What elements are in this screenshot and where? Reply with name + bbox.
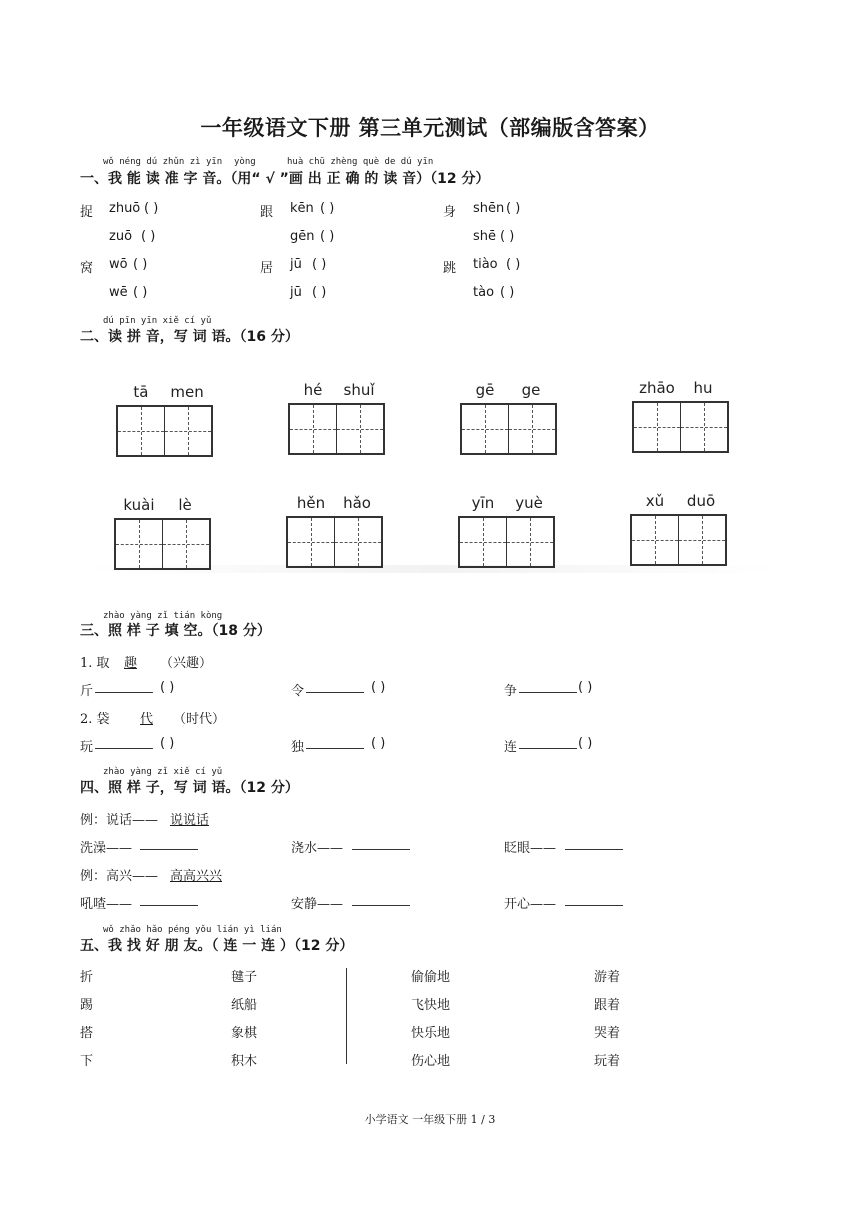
pinyin-option: wō — [109, 257, 128, 272]
match-item-right[interactable]: 毽子 — [231, 970, 258, 985]
match-item-right[interactable]: 积木 — [231, 1054, 258, 1069]
match-item-left[interactable]: 折 — [80, 970, 94, 985]
char-item: 跳 — [443, 261, 457, 276]
example1-label: 1. 取 — [80, 656, 110, 671]
word-pinyin: ge — [521, 381, 541, 399]
word-prompt: 吼喳—— — [80, 897, 133, 912]
word-prompt: 洗澡—— — [80, 841, 133, 856]
tianzige-word — [632, 379, 728, 451]
answer-paren[interactable]: ( ) — [578, 736, 593, 751]
char-item: 令 — [291, 684, 305, 699]
tianzige-box[interactable] — [458, 516, 555, 568]
match-item-right[interactable]: 纸船 — [231, 998, 258, 1013]
match-item-right[interactable]: 跟着 — [594, 998, 621, 1013]
pinyin-option: jū — [290, 257, 302, 272]
answer-paren[interactable]: ( ) — [371, 680, 386, 695]
pinyin-option: kēn — [290, 201, 314, 216]
fill-blank[interactable] — [352, 893, 410, 906]
tianzige-box[interactable] — [288, 403, 385, 455]
char-item: 窝 — [80, 261, 94, 276]
fill-blank[interactable] — [306, 680, 364, 693]
fill-blank[interactable] — [140, 837, 198, 850]
page-title: 一年级语文下册 第三单元测试（部编版含答案） — [200, 116, 660, 140]
tianzige-word — [116, 383, 212, 455]
tianzige-word — [460, 381, 556, 453]
tianzige-box[interactable] — [286, 516, 383, 568]
word-pinyin: duō — [686, 492, 716, 510]
example1-prefix: 例：说话—— — [80, 813, 159, 828]
example2-hint: （时代） — [173, 712, 226, 727]
fill-blank[interactable] — [95, 680, 153, 693]
word-pinyin: hǎo — [343, 494, 371, 512]
match-item-right[interactable]: 象棋 — [231, 1026, 258, 1041]
word-prompt: 安静—— — [291, 897, 344, 912]
pinyin-option: tào — [473, 285, 495, 300]
word-pinyin: tā — [133, 383, 149, 401]
tianzige-box[interactable] — [632, 401, 729, 453]
pinyin-option: gēn — [290, 229, 315, 244]
match-item-left[interactable]: 偷偷地 — [411, 970, 451, 985]
example2-prefix: 例：高兴—— — [80, 869, 159, 884]
example1-fill: 趣 — [124, 656, 138, 671]
answer-paren[interactable]: ( ) — [506, 257, 521, 272]
tianzige-word — [114, 496, 210, 568]
answer-paren[interactable]: ( ) — [506, 201, 521, 216]
word-pinyin: men — [170, 383, 204, 401]
match-item-left[interactable]: 飞快地 — [411, 998, 451, 1013]
pinyin-option: tiào — [473, 257, 498, 272]
tianzige-word — [630, 492, 726, 564]
match-item-left[interactable]: 搭 — [80, 1026, 94, 1041]
char-item: 独 — [291, 740, 305, 755]
answer-paren[interactable]: ( ) — [133, 257, 148, 272]
tianzige-word — [288, 381, 384, 453]
match-item-right[interactable]: 游着 — [594, 970, 621, 985]
tianzige-box[interactable] — [460, 403, 557, 455]
pinyin-option: zuō — [109, 229, 133, 244]
example2-answer: 高高兴兴 — [170, 869, 223, 884]
section2-heading: 二、读 拼 音，写 词 语。（16 分） — [80, 329, 299, 345]
section4-ruby: zhào yàng zǐ xiě cí yǔ — [103, 767, 223, 777]
char-item: 捉 — [80, 205, 94, 220]
section5-ruby: wǒ zhǎo hǎo péng yǒu lián yì lián — [103, 925, 282, 935]
word-pinyin: yuè — [515, 494, 543, 512]
word-prompt: 眨眼—— — [504, 841, 557, 856]
pinyin-option: wē — [109, 285, 128, 300]
answer-paren[interactable]: ( ) — [133, 285, 148, 300]
tianzige-box[interactable] — [114, 518, 211, 570]
answer-paren[interactable]: ( ) — [500, 229, 515, 244]
word-pinyin: hé — [303, 381, 323, 399]
char-item: 跟 — [260, 205, 274, 220]
pinyin-option: zhuō — [109, 201, 141, 216]
pinyin-option: jū — [290, 285, 302, 300]
match-item-right[interactable]: 玩着 — [594, 1054, 621, 1069]
char-item: 身 — [443, 205, 457, 220]
tianzige-word — [286, 494, 382, 566]
example1-hint: （兴趣） — [160, 656, 213, 671]
fill-blank[interactable] — [306, 736, 364, 749]
word-pinyin: lè — [178, 496, 192, 514]
section1-ruby-3: huà chū zhèng què de dú yīn — [287, 157, 434, 167]
section2-ruby: dú pīn yīn xiě cí yǔ — [103, 316, 212, 326]
section3-ruby: zhào yàng zǐ tián kòng — [103, 611, 223, 621]
fill-blank[interactable] — [565, 837, 623, 850]
word-pinyin: yīn — [471, 494, 495, 512]
fill-blank[interactable] — [519, 736, 577, 749]
answer-paren[interactable]: ( ) — [320, 229, 335, 244]
section1-ruby-1: wǒ néng dú zhǔn zì yīn — [103, 157, 223, 167]
match-item-right[interactable]: 哭着 — [594, 1026, 621, 1041]
section5-heading: 五、我 找 好 朋 友。（ 连 一 连 ）（12 分） — [80, 938, 354, 954]
char-item: 斤 — [80, 684, 94, 699]
answer-paren[interactable]: ( ) — [312, 257, 327, 272]
column-divider — [346, 968, 347, 1064]
answer-paren[interactable]: ( ) — [578, 680, 593, 695]
char-item: 玩 — [80, 740, 94, 755]
char-item: 连 — [504, 740, 518, 755]
answer-paren[interactable]: ( ) — [500, 285, 515, 300]
answer-paren[interactable]: ( ) — [160, 736, 175, 751]
word-prompt: 浇水—— — [291, 841, 344, 856]
word-pinyin: kuài — [123, 496, 155, 514]
answer-paren[interactable]: ( ) — [160, 680, 175, 695]
pinyin-option: shēn — [473, 201, 505, 216]
answer-paren[interactable]: ( ) — [371, 736, 386, 751]
scan-smudge — [84, 565, 784, 573]
page-footer: 小学语文 一年级下册 1 / 3 — [364, 1113, 496, 1126]
fill-blank[interactable] — [140, 893, 198, 906]
example2-label: 2. 袋 — [80, 712, 110, 727]
word-pinyin: hu — [693, 379, 713, 397]
match-item-left[interactable]: 伤心地 — [411, 1054, 451, 1069]
word-pinyin: hěn — [296, 494, 326, 512]
word-pinyin: xǔ — [645, 492, 665, 510]
section4-heading: 四、照 样 子，写 词 语。（12 分） — [80, 780, 299, 796]
match-item-left[interactable]: 下 — [80, 1054, 94, 1069]
fill-blank[interactable] — [565, 893, 623, 906]
match-item-left[interactable]: 踢 — [80, 998, 94, 1013]
example1-answer: 说说话 — [170, 813, 210, 828]
answer-paren[interactable]: ( ) — [312, 285, 327, 300]
char-item: 居 — [260, 261, 274, 276]
section1-ruby-2: yòng — [234, 157, 256, 167]
word-pinyin: zhāo — [639, 379, 675, 397]
fill-blank[interactable] — [95, 736, 153, 749]
fill-blank[interactable] — [352, 837, 410, 850]
section1-heading: 一、我 能 读 准 字 音。（用“ √ ”画 出 正 确 的 读 音）（12 分） — [80, 171, 490, 187]
char-item: 争 — [504, 684, 518, 699]
answer-paren[interactable]: ( ) — [320, 201, 335, 216]
answer-paren[interactable]: ( ) — [144, 201, 159, 216]
pinyin-option: shē — [473, 229, 497, 244]
word-pinyin: gē — [475, 381, 495, 399]
word-pinyin: shuǐ — [343, 381, 375, 399]
match-item-left[interactable]: 快乐地 — [411, 1026, 451, 1041]
answer-paren[interactable]: ( ) — [141, 229, 156, 244]
example2-fill: 代 — [140, 712, 154, 727]
section3-heading: 三、照 样 子 填 空。（18 分） — [80, 623, 271, 639]
tianzige-word — [458, 494, 554, 566]
tianzige-box[interactable] — [630, 514, 727, 566]
word-prompt: 开心—— — [504, 897, 557, 912]
tianzige-box[interactable] — [116, 405, 213, 457]
fill-blank[interactable] — [519, 680, 577, 693]
